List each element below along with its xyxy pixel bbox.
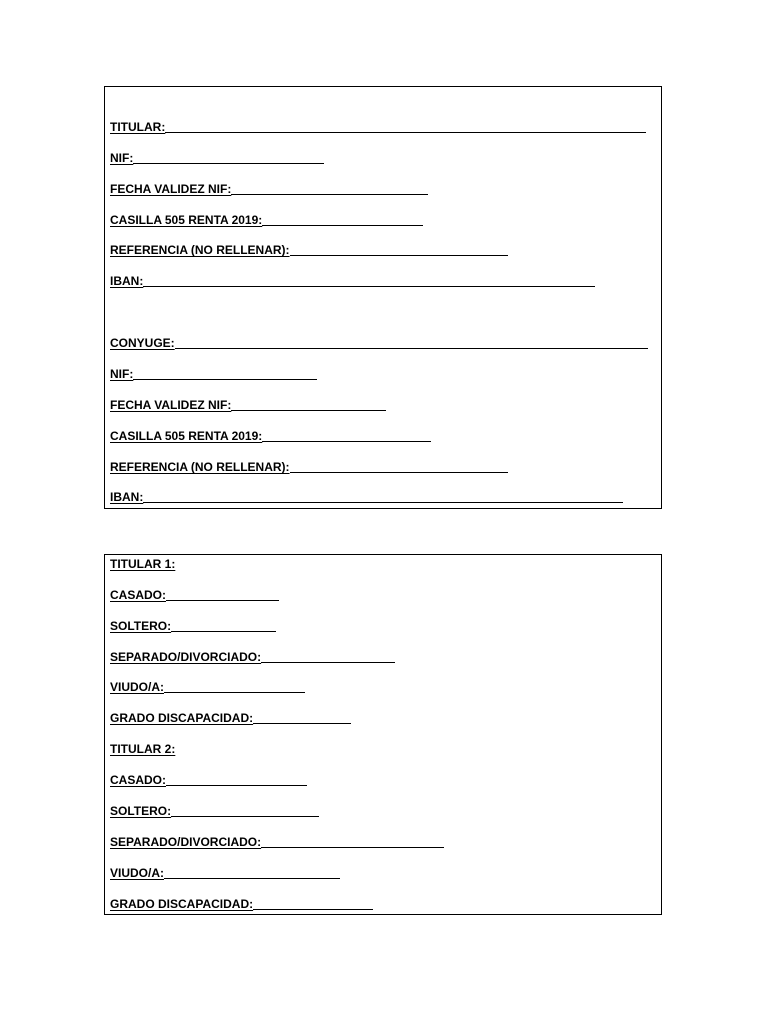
conyuge-label: CONYUGE:: [110, 336, 175, 350]
titular2-casado-label: CASADO:: [110, 773, 166, 787]
titular-casilla-505-label: CASILLA 505 RENTA 2019:: [110, 213, 263, 227]
titular-iban-blank[interactable]: [143, 286, 595, 287]
conyuge-iban-label: IBAN:: [110, 490, 144, 504]
titular1-separado-field[interactable]: [110, 650, 395, 664]
titular2-separado-field[interactable]: [110, 835, 444, 849]
titular2-discapacidad-field[interactable]: [110, 897, 373, 911]
conyuge-iban-field[interactable]: [110, 490, 623, 504]
titular-fecha-validez-nif-label: FECHA VALIDEZ NIF:: [110, 182, 232, 196]
titular-casilla-505-field[interactable]: [110, 213, 423, 227]
conyuge-casilla-505-blank[interactable]: [262, 441, 431, 442]
titular1-heading: [110, 557, 175, 571]
titular1-soltero-field[interactable]: [110, 619, 276, 633]
conyuge-iban-blank[interactable]: [143, 502, 623, 503]
conyuge-field[interactable]: [110, 336, 648, 350]
titular-referencia-blank[interactable]: [290, 255, 508, 256]
titular2-soltero-blank[interactable]: [171, 816, 319, 817]
titular-referencia-label: REFERENCIA (NO RELLENAR):: [110, 243, 290, 257]
titular-blank[interactable]: [165, 132, 646, 133]
titular2-viudo-blank[interactable]: [164, 878, 340, 879]
titular2-casado-field[interactable]: [110, 773, 307, 787]
titular1-viudo-label: VIUDO/A:: [110, 680, 164, 694]
titular-casilla-505-blank[interactable]: [262, 225, 423, 226]
titular1-discapacidad-field[interactable]: [110, 711, 351, 725]
titular2-separado-blank[interactable]: [261, 847, 444, 848]
titular-fecha-validez-nif-blank[interactable]: [231, 194, 428, 195]
titular1-viudo-blank[interactable]: [164, 692, 305, 693]
titular2-viudo-label: VIUDO/A:: [110, 866, 164, 880]
conyuge-fecha-validez-nif-label: FECHA VALIDEZ NIF:: [110, 398, 232, 412]
titular1-casado-label: CASADO:: [110, 588, 166, 602]
estado-civil-form-box: [104, 554, 662, 915]
titular1-discapacidad-label: GRADO DISCAPACIDAD:: [110, 711, 254, 725]
titular2-discapacidad-label: GRADO DISCAPACIDAD:: [110, 897, 254, 911]
titular2-casado-blank[interactable]: [166, 785, 307, 786]
titular1-viudo-field[interactable]: [110, 680, 305, 694]
titular2-separado-label: SEPARADO/DIVORCIADO:: [110, 835, 262, 849]
titular-field[interactable]: [110, 120, 646, 134]
titular-label: TITULAR:: [110, 120, 166, 134]
titular1-casado-field[interactable]: [110, 588, 279, 602]
titular1-separado-label: SEPARADO/DIVORCIADO:: [110, 650, 262, 664]
titular-conyuge-form-box: [104, 86, 662, 509]
conyuge-fecha-validez-nif-blank[interactable]: [231, 410, 386, 411]
conyuge-casilla-505-label: CASILLA 505 RENTA 2019:: [110, 429, 263, 443]
titular1-casado-blank[interactable]: [166, 600, 279, 601]
conyuge-casilla-505-field[interactable]: [110, 429, 431, 443]
conyuge-referencia-field[interactable]: [110, 460, 508, 474]
titular1-heading-label: TITULAR 1:: [110, 557, 176, 571]
conyuge-nif-label: NIF:: [110, 367, 134, 381]
titular2-soltero-label: SOLTERO:: [110, 804, 172, 818]
conyuge-fecha-validez-nif-field[interactable]: [110, 398, 386, 412]
titular-nif-field[interactable]: [110, 151, 324, 165]
titular1-separado-blank[interactable]: [261, 662, 395, 663]
titular2-soltero-field[interactable]: [110, 804, 319, 818]
titular-fecha-validez-nif-field[interactable]: [110, 182, 428, 196]
titular2-heading-label: TITULAR 2:: [110, 742, 176, 756]
titular-iban-field[interactable]: [110, 274, 595, 288]
conyuge-blank[interactable]: [175, 348, 648, 349]
conyuge-nif-blank[interactable]: [133, 379, 317, 380]
conyuge-nif-field[interactable]: [110, 367, 317, 381]
titular2-heading: [110, 742, 175, 756]
titular1-discapacidad-blank[interactable]: [253, 723, 351, 724]
titular1-soltero-blank[interactable]: [171, 631, 276, 632]
conyuge-referencia-blank[interactable]: [290, 472, 508, 473]
titular-referencia-field[interactable]: [110, 243, 508, 257]
titular-nif-label: NIF:: [110, 151, 134, 165]
titular2-viudo-field[interactable]: [110, 866, 340, 880]
titular-nif-blank[interactable]: [133, 163, 324, 164]
conyuge-referencia-label: REFERENCIA (NO RELLENAR):: [110, 460, 290, 474]
titular2-discapacidad-blank[interactable]: [253, 909, 373, 910]
titular-iban-label: IBAN:: [110, 274, 144, 288]
titular1-soltero-label: SOLTERO:: [110, 619, 172, 633]
